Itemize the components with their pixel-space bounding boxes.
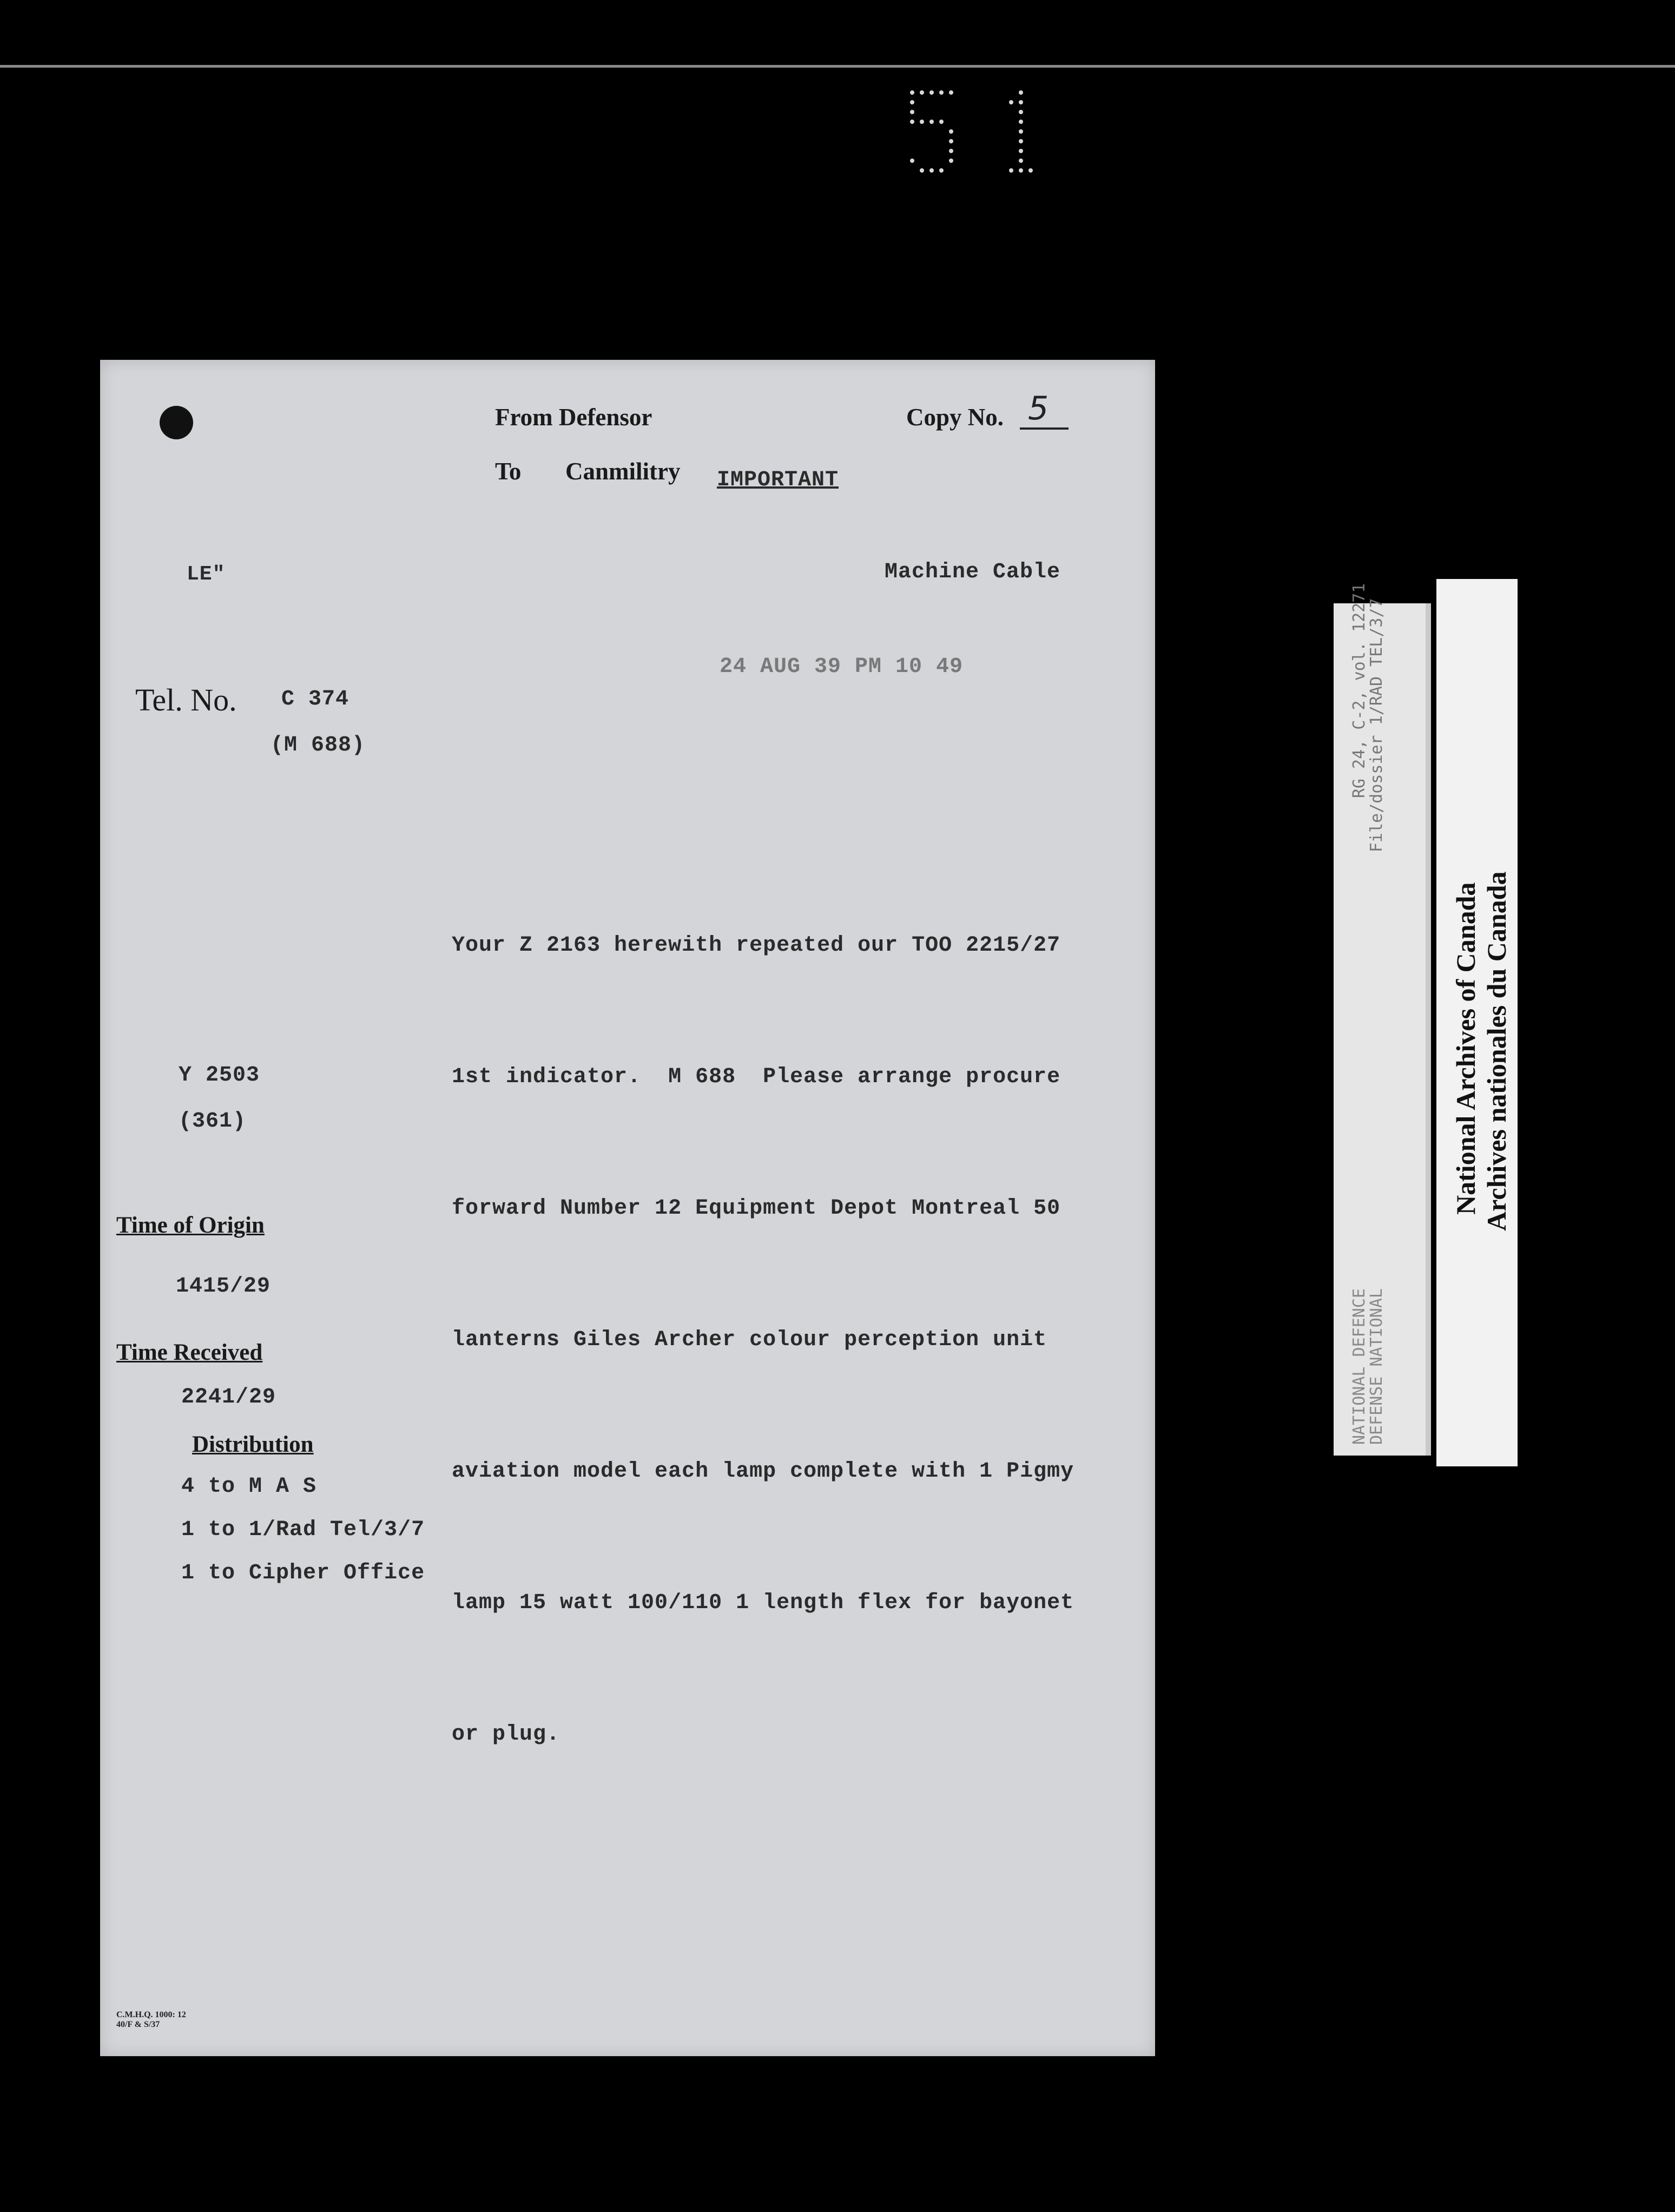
archive-reference-strip <box>1334 583 1431 1456</box>
from-line: From Defensor <box>495 404 652 431</box>
frame-number-dot <box>949 149 953 153</box>
archive-reference-line: RG 24, C-2, vol. 12271 <box>1350 583 1369 798</box>
tel-alt-number: (M 688) <box>271 733 366 758</box>
copy-value: 5 <box>1028 390 1049 427</box>
department-line-fr: DEFENSE NATIONAL <box>1367 1288 1386 1445</box>
reference-code: LE" <box>187 563 226 586</box>
frame-number-dot <box>920 90 924 95</box>
message-line: forward Number 12 Equipment Depot Montreal 50 <box>452 1196 1061 1221</box>
frame-number-dot <box>910 110 914 114</box>
frame-number-dot <box>939 90 944 95</box>
distribution-item: 1 to 1/Rad Tel/3/7 <box>181 1518 425 1542</box>
frame-number-dot <box>949 159 953 163</box>
frame-number-dot <box>920 168 924 173</box>
y-sub-number: (361) <box>179 1109 247 1134</box>
tel-number: C 374 <box>281 687 349 712</box>
message-body <box>452 836 1150 1844</box>
frame-number-dot <box>910 90 914 95</box>
frame-number-dot <box>929 120 934 124</box>
frame-number-dot <box>1019 110 1023 114</box>
frame-number-dot <box>1028 168 1033 173</box>
frame-number-dots <box>909 89 1071 187</box>
copy-label: Copy No. <box>906 404 1004 431</box>
top-rule <box>0 65 1675 68</box>
archive-file-line: File/dossier 1/RAD TEL/3/7 <box>1367 598 1386 852</box>
frame-number-dot <box>1019 100 1023 104</box>
frame-number-dot <box>949 129 953 134</box>
frame-number-dot <box>1009 100 1013 104</box>
document-sheet <box>100 360 1155 2056</box>
time-of-origin-value: 1415/29 <box>176 1274 271 1299</box>
punch-hole <box>160 406 193 439</box>
frame-number-dot <box>1019 90 1023 95</box>
message-line: Your Z 2163 herewith repeated our TOO 2215/27 <box>452 933 1061 958</box>
time-received-value: 2241/29 <box>181 1385 276 1410</box>
time-received-label: Time Received <box>116 1340 263 1365</box>
frame-number-dot <box>939 120 944 124</box>
message-line: aviation model each lamp complete with 1 Pigmy <box>452 1459 1074 1484</box>
department-line-en: NATIONAL DEFENCE <box>1350 1288 1369 1445</box>
frame-number-dot <box>949 139 953 143</box>
frame-number-dot <box>1009 168 1013 173</box>
frame-number <box>909 89 1071 189</box>
tel-label: Tel. No. <box>135 682 237 717</box>
frame-number-dot <box>920 120 924 124</box>
frame-number-dot <box>929 90 934 95</box>
frame-number-dot <box>1019 129 1023 134</box>
archives-label-strip <box>1436 579 1518 1466</box>
copy-underline <box>1020 427 1069 430</box>
form-number: C.M.H.Q. 1000: 12 40/F & S/37 <box>116 2010 186 2029</box>
frame-number-dot <box>1019 139 1023 143</box>
priority-label: IMPORTANT <box>717 468 839 492</box>
frame-number-dot <box>1019 168 1023 173</box>
date-stamp: 24 AUG 39 PM 10 49 <box>720 655 964 679</box>
frame-number-dot <box>1019 159 1023 163</box>
distribution-item: 1 to Cipher Office <box>181 1561 425 1585</box>
archives-name-fr: Archives nationales du Canada <box>1481 871 1512 1231</box>
frame-number-dot <box>1019 149 1023 153</box>
time-of-origin-label: Time of Origin <box>116 1213 265 1238</box>
frame-number-dot <box>929 168 934 173</box>
frame-number-dot <box>1019 120 1023 124</box>
message-line: lanterns Giles Archer colour perception unit <box>452 1328 1047 1352</box>
message-line: 1st indicator. M 688 Please arrange procure <box>452 1065 1061 1089</box>
message-line: or plug. <box>452 1722 560 1747</box>
frame-number-dot <box>949 90 953 95</box>
distribution-label: Distribution <box>192 1432 314 1457</box>
distribution-item: 4 to M A S <box>181 1474 317 1499</box>
frame-number-dot <box>910 159 914 163</box>
transmission-mode: Machine Cable <box>885 560 1061 584</box>
frame-number-dot <box>939 168 944 173</box>
to-value: Canmilitry <box>565 458 681 485</box>
archives-name-en: National Archives of Canada <box>1450 882 1481 1215</box>
y-number: Y 2503 <box>179 1063 260 1088</box>
frame-number-dot <box>910 120 914 124</box>
message-line: lamp 15 watt 100/110 1 length flex for bayonet <box>452 1591 1074 1615</box>
to-label: To <box>495 458 522 485</box>
frame-number-dot <box>910 100 914 104</box>
